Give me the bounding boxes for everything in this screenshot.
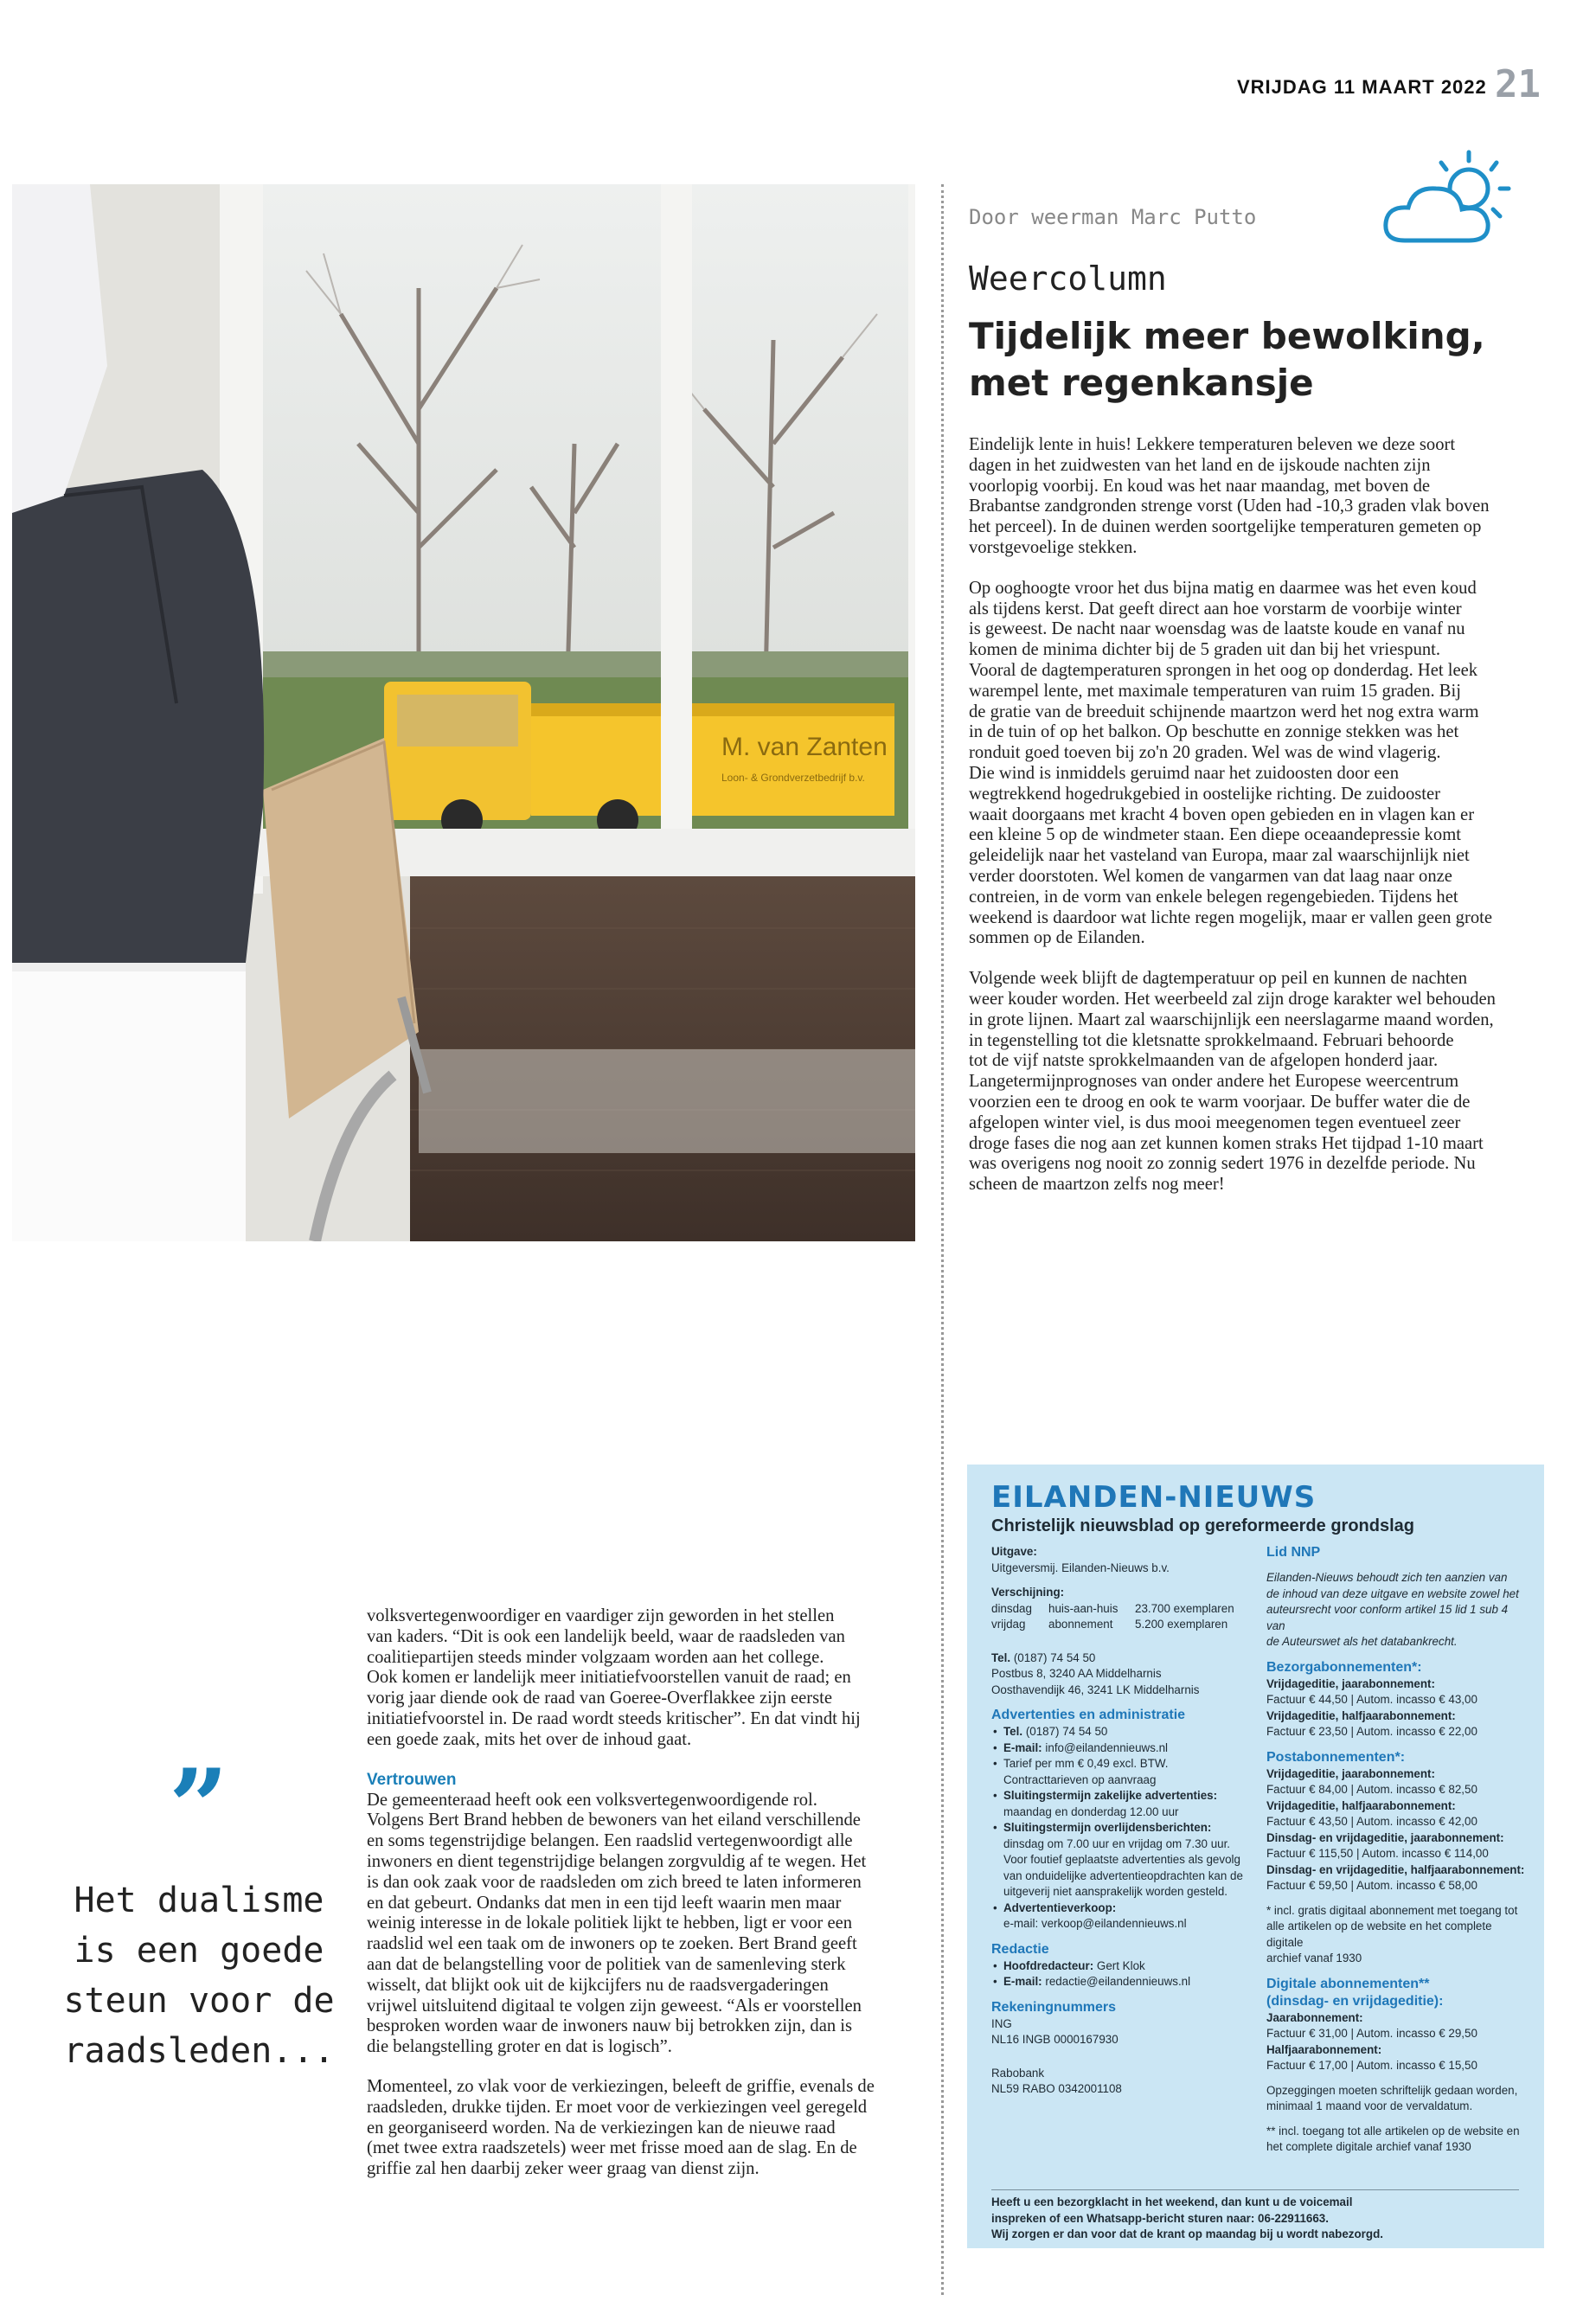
colophon-right-column <box>1266 1544 1526 2156</box>
article-paragraph: volksvertegenwoordiger en vaardiger zijn geworden in het stellen van kaders. “Dit is ook een landelijk beeld, waar de raadsleden van coalitiepartijen steeds minder volgzaam worden aan het college. Ook komen er landelijk meer initiatiefvoorstellen vanuit de raad; en vorig jaar diende ook de raad van Goeree-Overflakkee zijn eerste initiatiefvoorstel in. De raad wordt steeds kritischer”. En dat vindt hij een goede zaak, mits het over de inhoud gaat. <box>367 1606 861 1749</box>
list-item: • Tarief per mm € 0,49 excl. BTW. Contracttarieven op aanvraag <box>1003 1756 1251 1788</box>
uitgave-value: Uitgeversmij. Eilanden-Nieuws b.v. <box>991 1561 1170 1574</box>
price-value: Factuur € 23,50 | Autom. incasso € 22,00 <box>1266 1725 1477 1738</box>
article-photo <box>12 184 915 1241</box>
price-label: Halfjaarabonnement: <box>1266 2042 1382 2056</box>
pull-quote: Het dualisme is een goede steun voor de raadsleden... <box>63 1881 335 2071</box>
list-item: • E-mail: info@eilandennieuws.nl <box>1003 1740 1251 1757</box>
address-street: Oosthavendijk 46, 3241 LK Middelharnis <box>991 1682 1200 1696</box>
truck-lettering: M. van Zanten <box>721 733 888 761</box>
digi-title: Digitale abonnementen** (dinsdag- en vrijdageditie): <box>1266 1976 1444 2009</box>
tagline: Christelijk nieuwsblad op gereformeerde grondslag <box>991 1516 1414 1535</box>
bezorg-title: Bezorgabonnementen*: <box>1266 1659 1422 1675</box>
price-label: Vrijdageditie, halfjaarabonnement: <box>1266 1798 1456 1812</box>
adv-title: Advertenties en administratie <box>991 1708 1186 1722</box>
uitgave-label: Uitgave: <box>991 1545 1037 1558</box>
byline: Door weerman Marc Putto <box>969 205 1257 229</box>
digi-note: ** incl. toegang tot alle artikelen op de website en het complete digitale archief vanaf 1930 <box>1266 2124 1520 2153</box>
list-item: • Sluitingstermijn overlijdensberichten: dinsdag om 7.00 uur en vrijdag om 7.30 uur. Voor foutief geplaatste advertenties als gevolg van onduidelijke advertentieopdrachten kan de uitgeverij niet aansprakelijk worden gesteld. <box>1003 1820 1251 1900</box>
redactie-title: Redactie <box>991 1941 1049 1957</box>
price-value: Factuur € 43,50 | Autom. incasso € 42,00 <box>1266 1815 1477 1828</box>
weather-body <box>969 435 1557 1215</box>
list-item: • Advertentieverkoop: e-mail: verkoop@eilandennieuws.nl <box>1003 1900 1251 1932</box>
nnp-text: Eilanden-Nieuws behoudt zich ten aanzien van de inhoud van deze uitgave en website zowel het auteursrecht voor conform artikel 15 lid 1 sub 4 van de Auteurswet als het databankrecht. <box>1266 1571 1519 1648</box>
list-item: • Tel. (0187) 74 54 50 <box>1003 1724 1251 1740</box>
bank-account: NL16 INGB 0000167930 <box>991 2033 1118 2046</box>
verschijning-row: dinsdag huis-aan-huis 23.700 exemplaren <box>991 1601 1234 1615</box>
weather-headline: Tijdelijk meer bewolking, met regenkansje <box>969 315 1485 404</box>
verschijning-row: vrijdag abonnement 5.200 exemplaren <box>991 1618 1228 1631</box>
post-title: Postabonnementen*: <box>1266 1749 1406 1765</box>
price-label: Dinsdag- en vrijdageditie, halfjaarabonnement: <box>1266 1862 1525 1876</box>
price-value: Factuur € 115,50 | Autom. incasso € 114,00 <box>1266 1847 1489 1860</box>
opzeg-note: Opzeggingen moeten schriftelijk gedaan worden, minimaal 1 maand voor de vervaldatum. <box>1266 2083 1518 2112</box>
redactie-list <box>991 1958 1251 1990</box>
column-divider <box>941 184 944 2295</box>
newspaper-logo: EILANDEN-NIEUWS <box>991 1480 1317 1515</box>
colophon-footer: Heeft u een bezorgklacht in het weekend, dan kunt u de voicemail inspreken of een Whatsapp-bericht sturen naar: 06-22911663. Wij zorgen er dan voor dat de krant op maandag bij u wordt nabezorgd. <box>991 2189 1519 2243</box>
price-label: Vrijdageditie, jaarabonnement: <box>1266 1766 1435 1780</box>
article-paragraph: Momenteel, zo vlak voor de verkiezingen, beleeft de griffie, evenals de raadsleden, drukke tijden. Er moet voor de verkiezingen veel geregeld en georganiseerd worden. Na de verkiezingen kan de nieuwe raad (met twee extra raadszetels) weer met frisse moed aan de slag. En de griffie zal hen daarbij zeker weer graag van dienst zijn. <box>367 2076 875 2179</box>
quote-mark-icon: ” <box>169 1747 229 1868</box>
verschijning-label: Verschijning: <box>991 1586 1065 1599</box>
adv-list <box>991 1724 1251 1932</box>
phone: Tel. (0187) 74 54 50 <box>991 1650 1096 1664</box>
photo-illustration <box>12 184 915 1241</box>
article-subhead: Vertrouwen <box>367 1770 457 1789</box>
price-value: Factuur € 44,50 | Autom. incasso € 43,00 <box>1266 1693 1477 1706</box>
price-value: Factuur € 17,00 | Autom. incasso € 15,50 <box>1266 2059 1477 2072</box>
price-label: Vrijdageditie, jaarabonnement: <box>1266 1676 1435 1690</box>
list-item: • Hoofdredacteur: Gert Klok <box>1003 1958 1251 1975</box>
section-kicker: Weercolumn <box>969 260 1167 298</box>
weather-paragraph: Volgende week blijft de dagtemperatuur op peil en kunnen de nachten weer kouder worden. Het weerbeeld zal zijn droge karakter wel behouden in grote lijnen. Maart zal waarschijnlijk een neerslagarme maand worden, in tegenstelling tot die kletsnatte sprokkelmaand. Februari behoorde tot de vijf natste sprokkelmaanden van de afgelopen honderd jaar. Langetermijnprognoses van onder andere het Europese weercentrum voorzien een te droog en ook te warm voorjaar. De buffer water die de afgelopen winter viel, is dus mooi meegenomen tegen eventueel zeer droge fases die nog aan zet kunnen komen straks Het tijdpad 1-10 maart was overigens nog nooit zo zonnig sedert 1976 in dezelfde periode. Nu scheen de maartzon zelfs nog meer! <box>969 969 1496 1195</box>
weather-paragraph: Op ooghoogte vroor het dus bijna matig en daarmee was het even koud als tijdens kerst. Dat geeft direct aan hoe vorstarm de voorbije winter is geweest. De nacht naar woensdag was de laatste koude en vanaf nu komen de minima dichter bij de 5 graden uit dan bij het vriespunt. Vooral de dagtemperaturen sprongen in het oog op donderdag. Het leek warempel lente, met maximale temperaturen van ruim 15 graden. Bij de gratie van de breeduit schijnende maartzon werd het nog extra warm in de tuin of op het balkon. Op beschutte en zonnige stekken was het ronduit goed toeven bij zo'n 20 graden. Wel was de wind vlagerig. Die wind is inmiddels geruimd naar het zuidoosten door een wegtrekkend hogedrukgebied in oostelijke richting. De zuidooster waait doorgaans met kracht 4 boven open gebieden en in vlagen kan er een kleine 5 op de windmeter staan. Een diepe oceaandepressie komt geleidelijk naar het vasteland van Europa, maar zal waarschijnlijk niet verder doorstoten. Wel komen de vangarmen van dat laag naar onze contreien, in de vorm van enkele belegen regengebieden. Tijdens het weekend is daardoor wat lichte regen mogelijk, maar er vallen geen grote sommen op de Eilanden. <box>969 578 1492 948</box>
cloud-sun-icon <box>1379 149 1524 253</box>
rekening-title: Rekeningnummers <box>991 1999 1117 2015</box>
price-label: Dinsdag- en vrijdageditie, jaarabonnement: <box>1266 1830 1504 1844</box>
price-value: Factuur € 84,00 | Autom. incasso € 82,50 <box>1266 1783 1477 1796</box>
address-postbus: Postbus 8, 3240 AA Middelharnis <box>991 1667 1162 1680</box>
truck-sublettering: Loon- & Grondverzetbedrijf b.v. <box>721 772 865 784</box>
bank-name: ING <box>991 2016 1012 2030</box>
price-label: Jaarabonnement: <box>1266 2010 1363 2024</box>
list-item: • Sluitingstermijn zakelijke advertenties: maandag en donderdag 12.00 uur <box>1003 1788 1251 1820</box>
weather-paragraph: Eindelijk lente in huis! Lekkere temperaturen beleven we deze soort dagen in het zuidwesten van het land en de ijskoude nachten zijn voorlopig voorbij. En koud was het naar maandag, met boven de Brabantse zandgronden strenge vorst (Uden had -10,3 graden vlak boven het perceel). In de duinen werden soortgelijke temperaturen gemeten op vorstgevoelige stekken. <box>969 435 1490 557</box>
nnp-title: Lid NNP <box>1266 1545 1321 1560</box>
price-label: Vrijdageditie, halfjaarabonnement: <box>1266 1708 1456 1722</box>
issue-date: VRIJDAG 11 MAART 2022 <box>1237 76 1487 98</box>
article-paragraph: De gemeenteraad heeft ook een volksvertegenwoordigende rol. Volgens Bert Brand hebben de bewoners van het eiland verschillende en soms tegenstrijdige belangen. Een raadslid vertegenwoordigt alle inwoners en dient tegenstrijdige belangen zorgvuldig af te wegen. Het is dan ook zaak voor de raadsleden om zich breed te laten informeren en dat gebeurt. Ondanks dat men in een tijd leeft waarin men maar weinig interesse in de lokale politiek lijkt te hebben, ligt er voor een raadslid wel een taak om de inwoners op te zoeken. Bert Brand geeft aan dat de belangstelling voor de politiek van de samenleving sterk wisselt, dat blijkt ook uit de kijkcijfers nu de raadsvergaderingen vrijwel uitsluitend digitaal te volgen zijn geweest. “Als er voorstellen besproken worden waar de inwoners nauw bij betrokken zijn, dan is die belangstelling groter en dat is logisch”. <box>367 1790 867 2057</box>
price-value: Factuur € 59,50 | Autom. incasso € 58,00 <box>1266 1879 1477 1892</box>
article-body <box>367 1606 920 2199</box>
post-note: * incl. gratis digitaal abonnement met toegang tot alle artikelen op de website en het complete digitale archief vanaf 1930 <box>1266 1903 1518 1965</box>
page-number: 21 <box>1495 62 1541 106</box>
price-value: Factuur € 31,00 | Autom. incasso € 29,50 <box>1266 2027 1477 2040</box>
bank-name: Rabobank <box>991 2066 1045 2080</box>
bank-account: NL59 RABO 0342001108 <box>991 2082 1122 2095</box>
colophon-box <box>967 1465 1544 2248</box>
list-item: • E-mail: redactie@eilandennieuws.nl <box>1003 1974 1251 1990</box>
colophon-left-column <box>991 1544 1251 2098</box>
